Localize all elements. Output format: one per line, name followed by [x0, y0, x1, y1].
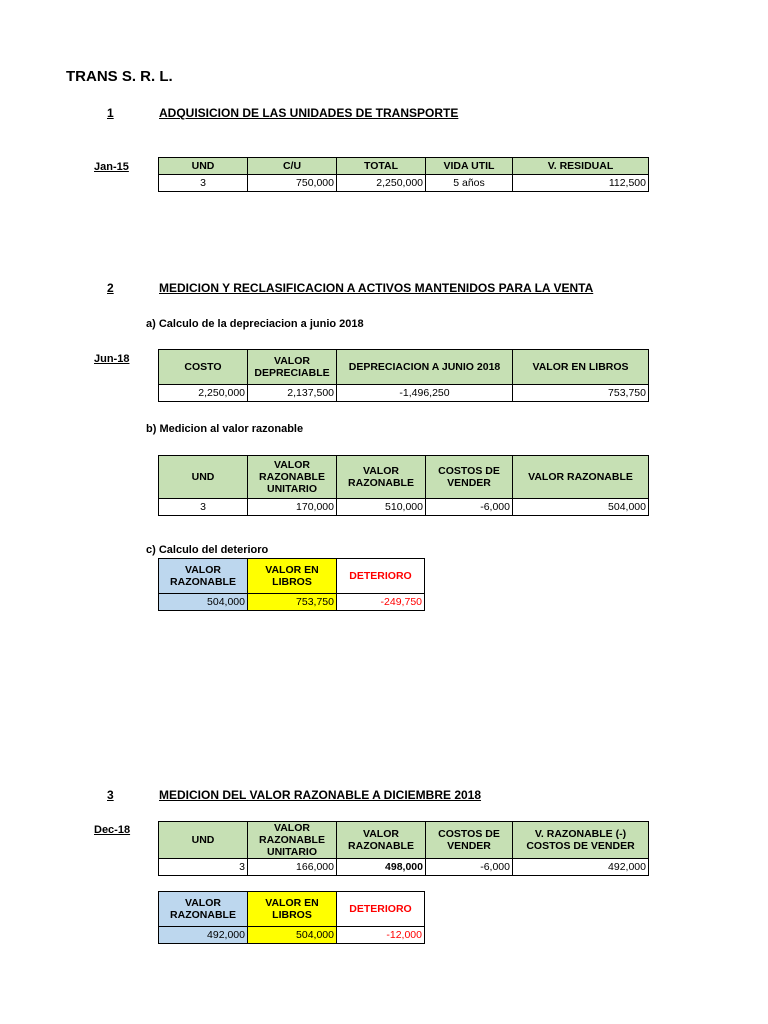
impairment-table-dec: [158, 891, 425, 944]
depreciation-table: [158, 349, 649, 402]
col-header-costos-de-vender: COSTOS DE VENDER: [426, 822, 513, 859]
cell-valor-razonable: 510,000: [337, 499, 426, 516]
cell-costos-de-vender: -6,000: [426, 499, 513, 516]
subsection-a-label: a) Calculo de la depreciacion a junio 2018: [146, 318, 364, 330]
col-header-vida-util: VIDA UTIL: [426, 158, 513, 175]
company-title: TRANS S. R. L.: [66, 68, 173, 85]
col-header-valor-depreciable: VALOR DEPRECIABLE: [248, 350, 337, 385]
col-header-costos-de-vender: COSTOS DE VENDER: [426, 456, 513, 499]
cell-total: 2,250,000: [337, 175, 426, 192]
subsection-b-label: b) Medicion al valor razonable: [146, 423, 304, 435]
col-header-depreciacion: DEPRECIACION A JUNIO 2018: [337, 350, 513, 385]
cell-v-razonable-neto: 492,000: [513, 859, 649, 876]
section-1-date: Jan-15: [94, 161, 129, 173]
cell-valor-razonable: 498,000: [337, 859, 426, 876]
cell-depreciacion: -1,496,250: [337, 385, 513, 402]
col-header-und: UND: [159, 456, 248, 499]
section-3-date: Dec-18: [94, 824, 131, 836]
section-2-number: 2: [107, 281, 114, 295]
cell-valor-depreciable: 2,137,500: [248, 385, 337, 402]
col-header-valor-razonable-unitario: VALOR RAZONABLE UNITARIO: [248, 456, 337, 499]
col-header-v-razonable-neto: V. RAZONABLE (-) COSTOS DE VENDER: [513, 822, 649, 859]
cell-valor-en-libros: 753,750: [513, 385, 649, 402]
col-header-deterioro: DETERIORO: [337, 892, 425, 927]
col-header-valor-razonable-unitario: VALOR RAZONABLE UNITARIO: [248, 822, 337, 859]
december-fair-value-table: [158, 821, 649, 876]
section-2-date: Jun-18: [94, 353, 130, 365]
cell-deterioro: -12,000: [337, 927, 425, 944]
cell-valor-razonable-unitario: 170,000: [248, 499, 337, 516]
cell-valor-razonable-unitario: 166,000: [248, 859, 337, 876]
col-header-valor-razonable: VALOR RAZONABLE: [159, 559, 248, 594]
col-header-valor-en-libros: VALOR EN LIBROS: [513, 350, 649, 385]
cell-valor-razonable: 492,000: [159, 927, 248, 944]
col-header-valor-razonable: VALOR RAZONABLE: [337, 822, 426, 859]
section-3-number: 3: [107, 788, 114, 802]
cell-und: 3: [159, 859, 248, 876]
cell-valor-razonable-neto: 504,000: [513, 499, 649, 516]
section-2-title: MEDICION Y RECLASIFICACION A ACTIVOS MANTENIDOS PARA LA VENTA: [159, 281, 594, 295]
cell-costos-de-vender: -6,000: [426, 859, 513, 876]
col-header-valor-razonable: VALOR RAZONABLE: [159, 892, 248, 927]
col-header-deterioro: DETERIORO: [337, 559, 425, 594]
impairment-table-jun: [158, 558, 425, 611]
cell-valor-en-libros: 753,750: [248, 594, 337, 611]
acquisition-table: [158, 157, 649, 192]
section-1-title: ADQUISICION DE LAS UNIDADES DE TRANSPORTE: [159, 106, 459, 120]
cell-valor-razonable: 504,000: [159, 594, 248, 611]
cell-deterioro: -249,750: [337, 594, 425, 611]
col-header-v-residual: V. RESIDUAL: [513, 158, 649, 175]
col-header-costo: COSTO: [159, 350, 248, 385]
cell-valor-en-libros: 504,000: [248, 927, 337, 944]
cell-und: 3: [159, 499, 248, 516]
cell-costo: 2,250,000: [159, 385, 248, 402]
subsection-c-label: c) Calculo del deterioro: [146, 544, 269, 556]
col-header-total: TOTAL: [337, 158, 426, 175]
col-header-valor-razonable: VALOR RAZONABLE: [337, 456, 426, 499]
section-3-title: MEDICION DEL VALOR RAZONABLE A DICIEMBRE 2018: [159, 788, 482, 802]
cell-v-residual: 112,500: [513, 175, 649, 192]
fair-value-table: [158, 455, 649, 516]
col-header-valor-en-libros: VALOR EN LIBROS: [248, 892, 337, 927]
col-header-und: UND: [159, 158, 248, 175]
cell-vida-util: 5 años: [426, 175, 513, 192]
col-header-cu: C/U: [248, 158, 337, 175]
col-header-valor-en-libros: VALOR EN LIBROS: [248, 559, 337, 594]
col-header-valor-razonable-neto: VALOR RAZONABLE: [513, 456, 649, 499]
col-header-und: UND: [159, 822, 248, 859]
cell-und: 3: [159, 175, 248, 192]
section-1-number: 1: [107, 106, 114, 120]
cell-cu: 750,000: [248, 175, 337, 192]
